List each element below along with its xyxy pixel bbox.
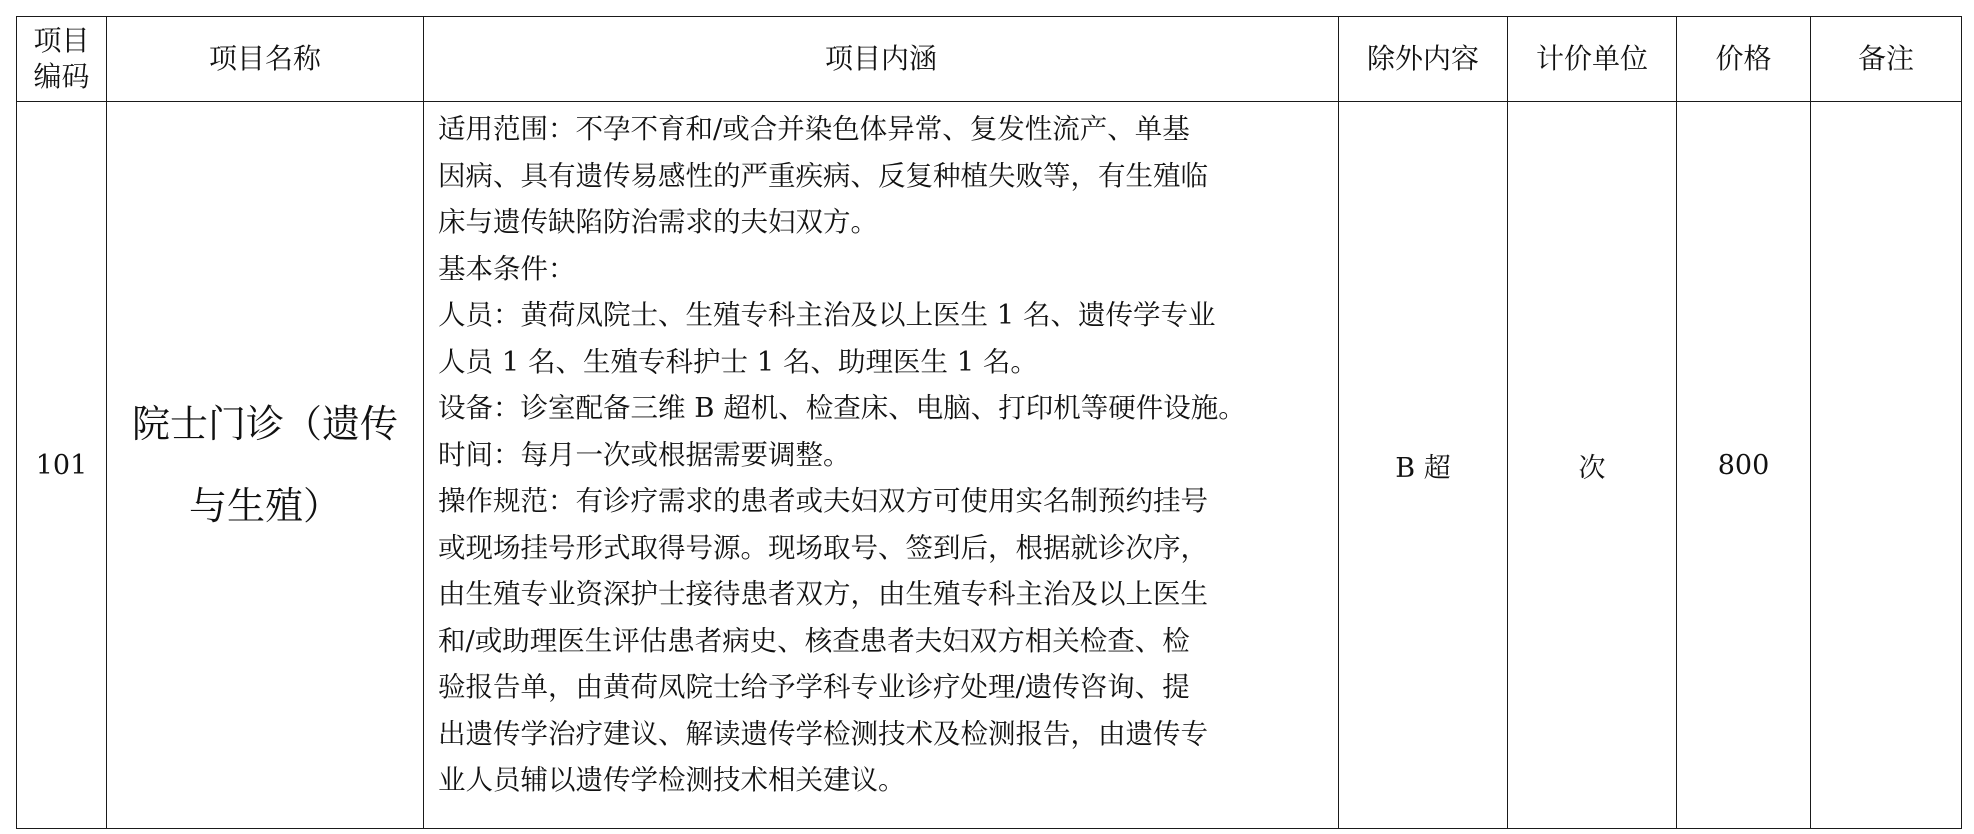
item-content-cell — [424, 102, 1339, 829]
table-row — [17, 102, 1962, 829]
price-cell: 800 — [1677, 102, 1811, 829]
content-line: 由生殖专业资深护士接待患者双方，由生殖专科主治及以上医生 — [438, 578, 1208, 610]
item-code-cell: 101 — [17, 102, 107, 829]
content-line: 业人员辅以遗传学检测技术相关建议。 — [438, 764, 906, 796]
item-name-line1: 院士门诊（遗传 — [131, 402, 398, 446]
remarks-cell — [1811, 102, 1962, 829]
content-line: 床与遗传缺陷防治需求的夫妇双方。 — [438, 206, 878, 238]
content-line: 验报告单，由黄荷凤院士给予学科专业诊疗处理/遗传咨询、提 — [438, 671, 1190, 703]
header-price: 价格 — [1677, 17, 1811, 102]
item-name-line2: 与生殖） — [188, 484, 341, 528]
price-item-table — [16, 16, 1962, 829]
content-line: 设备：诊室配备三维 B 超机、检查床、电脑、打印机等硬件设施。 — [438, 392, 1246, 424]
header-code-line2: 编码 — [33, 60, 90, 93]
content-line: 和/或助理医生评估患者病史、核查患者夫妇双方相关检查、检 — [438, 624, 1190, 657]
item-name-cell — [107, 102, 424, 829]
content-line: 因病、具有遗传易感性的严重疾病、反复种植失败等，有生殖临 — [438, 159, 1208, 192]
header-pricing-unit: 计价单位 — [1508, 17, 1677, 102]
header-remarks: 备注 — [1811, 17, 1962, 102]
pricing-unit-cell: 次 — [1508, 102, 1677, 829]
content-line: 操作规范：有诊疗需求的患者或夫妇双方可使用实名制预约挂号 — [438, 485, 1208, 517]
header-item-code — [17, 17, 107, 102]
content-line: 或现场挂号形式取得号源。现场取号、签到后，根据就诊次序， — [438, 531, 1208, 564]
content-line: 人员：黄荷凤院士、生殖专科主治及以上医生 1 名、遗传学专业 — [438, 299, 1216, 331]
content-line: 适用范围：不孕不育和/或合并染色体异常、复发性流产、单基 — [438, 113, 1190, 145]
table-header-row — [17, 17, 1962, 102]
header-excluded-content: 除外内容 — [1339, 17, 1508, 102]
content-line: 人员 1 名、生殖专科护士 1 名、助理医生 1 名。 — [438, 345, 1038, 378]
content-line: 时间：每月一次或根据需要调整。 — [438, 438, 851, 471]
header-item-content: 项目内涵 — [424, 17, 1339, 102]
content-line: 出遗传学治疗建议、解读遗传学检测技术及检测报告，由遗传专 — [438, 717, 1208, 750]
excluded-content-cell: B 超 — [1339, 102, 1508, 829]
content-line: 基本条件： — [438, 252, 576, 285]
header-item-name: 项目名称 — [107, 17, 424, 102]
header-code-line1: 项目 — [33, 24, 90, 57]
